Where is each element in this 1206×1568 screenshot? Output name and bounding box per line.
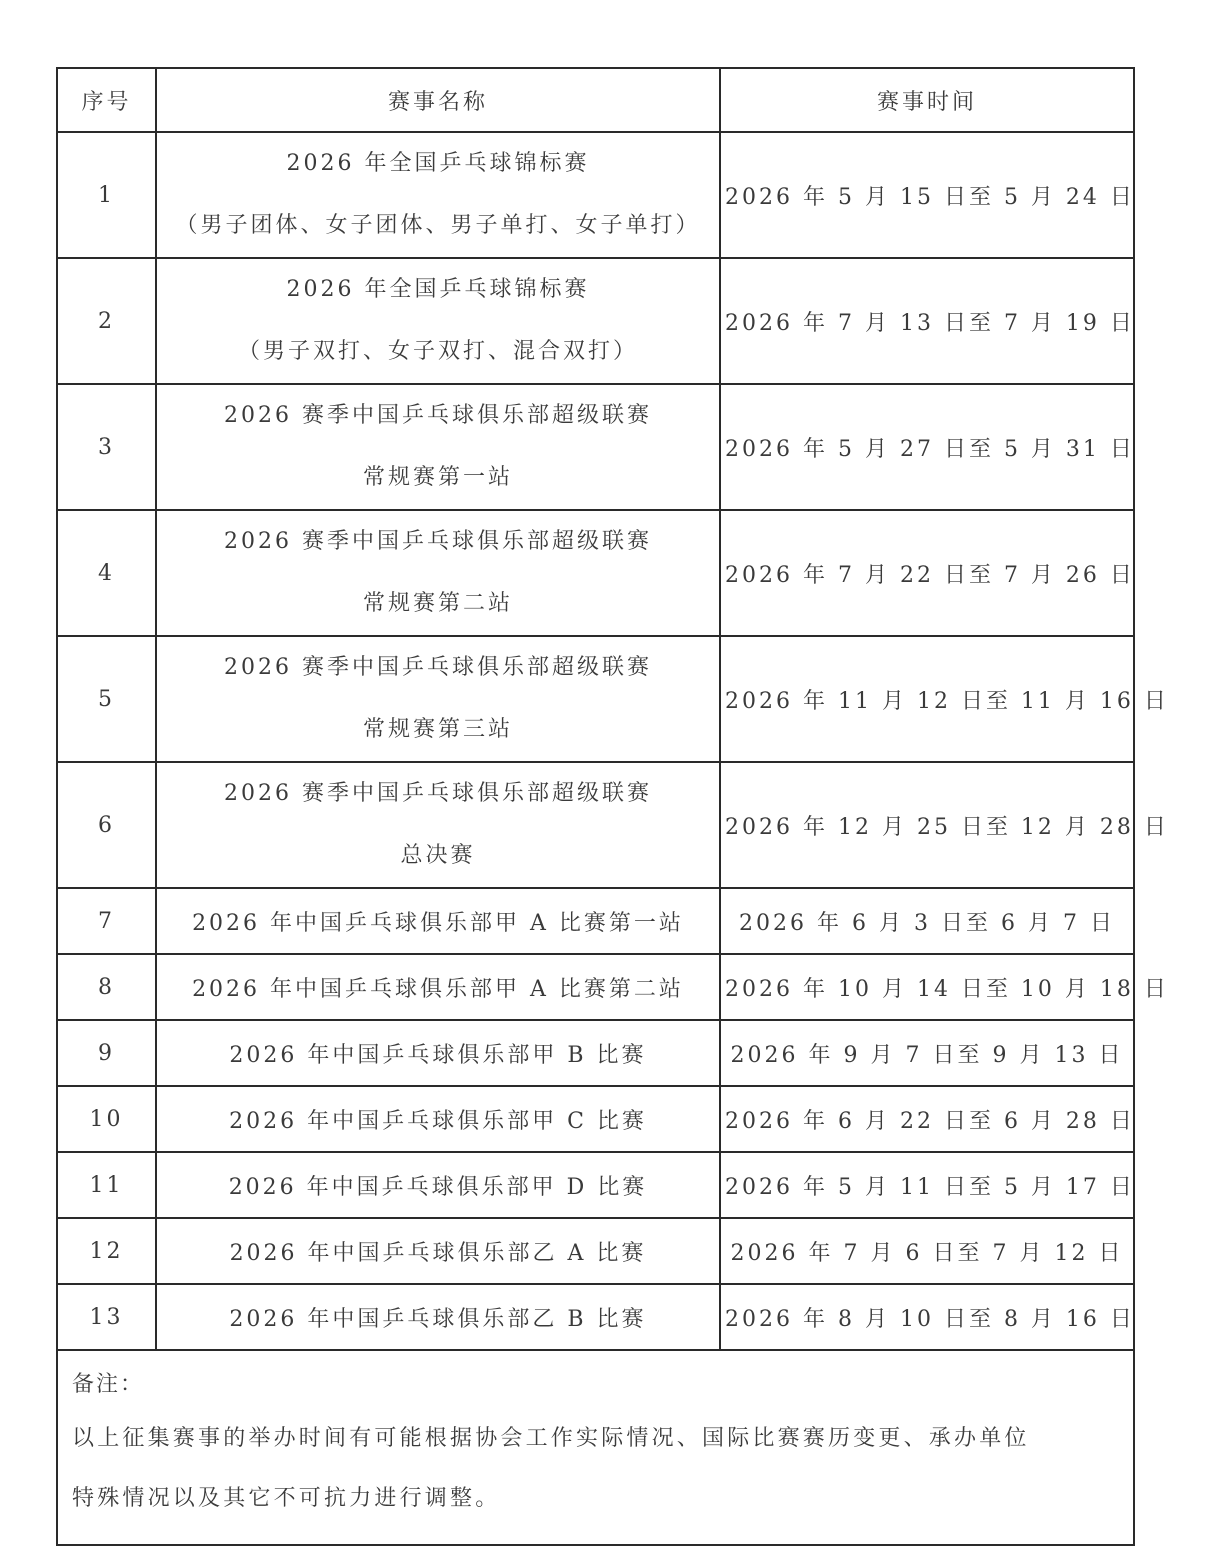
row-event-name: 2026 年中国乒乓球俱乐部甲 C 比赛 bbox=[156, 1086, 720, 1152]
row-no: 13 bbox=[57, 1284, 156, 1350]
notes-text-line: 特殊情况以及其它不可抗力进行调整。 bbox=[72, 1486, 501, 1511]
row-event-time: 2026 年 7 月 22 日至 7 月 26 日 bbox=[720, 510, 1134, 636]
event-schedule-table bbox=[56, 67, 1169, 1546]
row-no: 2 bbox=[57, 258, 156, 384]
row-no: 6 bbox=[57, 762, 156, 888]
table-row bbox=[57, 954, 1134, 1020]
event-name-line: 常规赛第二站 bbox=[362, 591, 513, 616]
event-name-line: 常规赛第三站 bbox=[362, 717, 513, 742]
table-row bbox=[57, 132, 1134, 258]
row-no: 11 bbox=[57, 1152, 156, 1218]
table-row bbox=[57, 510, 1134, 636]
table-row bbox=[57, 1218, 1134, 1284]
row-event-time: 2026 年 10 月 14 日至 10 月 18 日 bbox=[720, 954, 1134, 1020]
table-header-row bbox=[57, 68, 1134, 132]
row-event-name: 2026 年中国乒乓球俱乐部甲 B 比赛 bbox=[156, 1020, 720, 1086]
table-row bbox=[57, 1020, 1134, 1086]
table-row bbox=[57, 636, 1134, 762]
table-row bbox=[57, 384, 1134, 510]
row-event-time: 2026 年 7 月 6 日至 7 月 12 日 bbox=[720, 1218, 1134, 1284]
event-name-line: 总决赛 bbox=[400, 843, 476, 868]
event-name-line: 2026 赛季中国乒乓球俱乐部超级联赛 bbox=[224, 655, 652, 680]
row-event-time: 2026 年 5 月 11 日至 5 月 17 日 bbox=[720, 1152, 1134, 1218]
table-row bbox=[57, 762, 1134, 888]
row-no: 3 bbox=[57, 384, 156, 510]
notes-row bbox=[57, 1350, 1134, 1545]
row-no: 1 bbox=[57, 132, 156, 258]
row-event-time: 2026 年 9 月 7 日至 9 月 13 日 bbox=[720, 1020, 1134, 1086]
row-event-name bbox=[156, 510, 720, 636]
event-name-line: 常规赛第一站 bbox=[362, 465, 513, 490]
table-row bbox=[57, 258, 1134, 384]
row-no: 5 bbox=[57, 636, 156, 762]
row-event-name: 2026 年中国乒乓球俱乐部甲 A 比赛第二站 bbox=[156, 954, 720, 1020]
table-row bbox=[57, 1152, 1134, 1218]
header-event-time: 赛事时间 bbox=[720, 68, 1134, 132]
table-row bbox=[57, 1086, 1134, 1152]
event-name-line: 2026 年全国乒乓球锦标赛 bbox=[286, 151, 590, 176]
row-event-time: 2026 年 7 月 13 日至 7 月 19 日 bbox=[720, 258, 1134, 384]
notes-text-line: 以上征集赛事的举办时间有可能根据协会工作实际情况、国际比赛赛历变更、承办单位 bbox=[72, 1426, 1030, 1451]
event-name-line: 2026 赛季中国乒乓球俱乐部超级联赛 bbox=[224, 529, 652, 554]
row-event-time: 2026 年 5 月 15 日至 5 月 24 日 bbox=[720, 132, 1134, 258]
notes-label: 备注： bbox=[72, 1372, 145, 1397]
row-event-time: 2026 年 6 月 22 日至 6 月 28 日 bbox=[720, 1086, 1134, 1152]
event-name-line: （男子团体、女子团体、男子单打、女子单打） bbox=[175, 213, 701, 238]
row-event-name: 2026 年中国乒乓球俱乐部乙 A 比赛 bbox=[156, 1218, 720, 1284]
row-event-name bbox=[156, 132, 720, 258]
header-event-name: 赛事名称 bbox=[156, 68, 720, 132]
row-event-name bbox=[156, 258, 720, 384]
row-no: 10 bbox=[57, 1086, 156, 1152]
row-event-time: 2026 年 12 月 25 日至 12 月 28 日 bbox=[720, 762, 1134, 888]
row-event-time: 2026 年 5 月 27 日至 5 月 31 日 bbox=[720, 384, 1134, 510]
event-name-line: 2026 赛季中国乒乓球俱乐部超级联赛 bbox=[224, 403, 652, 428]
row-no: 12 bbox=[57, 1218, 156, 1284]
row-event-name: 2026 年中国乒乓球俱乐部乙 B 比赛 bbox=[156, 1284, 720, 1350]
row-event-time: 2026 年 6 月 3 日至 6 月 7 日 bbox=[720, 888, 1134, 954]
event-name-line: 2026 年全国乒乓球锦标赛 bbox=[286, 277, 590, 302]
row-event-name: 2026 年中国乒乓球俱乐部甲 D 比赛 bbox=[156, 1152, 720, 1218]
row-event-name bbox=[156, 384, 720, 510]
table-row bbox=[57, 1284, 1134, 1350]
row-event-time: 2026 年 8 月 10 日至 8 月 16 日 bbox=[720, 1284, 1134, 1350]
event-name-line: 2026 赛季中国乒乓球俱乐部超级联赛 bbox=[224, 781, 652, 806]
notes-cell bbox=[57, 1350, 1134, 1545]
row-no: 7 bbox=[57, 888, 156, 954]
row-event-name bbox=[156, 636, 720, 762]
row-event-name bbox=[156, 762, 720, 888]
header-no: 序号 bbox=[57, 68, 156, 132]
table-row bbox=[57, 888, 1134, 954]
row-event-name: 2026 年中国乒乓球俱乐部甲 A 比赛第一站 bbox=[156, 888, 720, 954]
row-no: 4 bbox=[57, 510, 156, 636]
row-no: 9 bbox=[57, 1020, 156, 1086]
row-event-time: 2026 年 11 月 12 日至 11 月 16 日 bbox=[720, 636, 1134, 762]
event-name-line: （男子双打、女子双打、混合双打） bbox=[237, 339, 638, 364]
row-no: 8 bbox=[57, 954, 156, 1020]
